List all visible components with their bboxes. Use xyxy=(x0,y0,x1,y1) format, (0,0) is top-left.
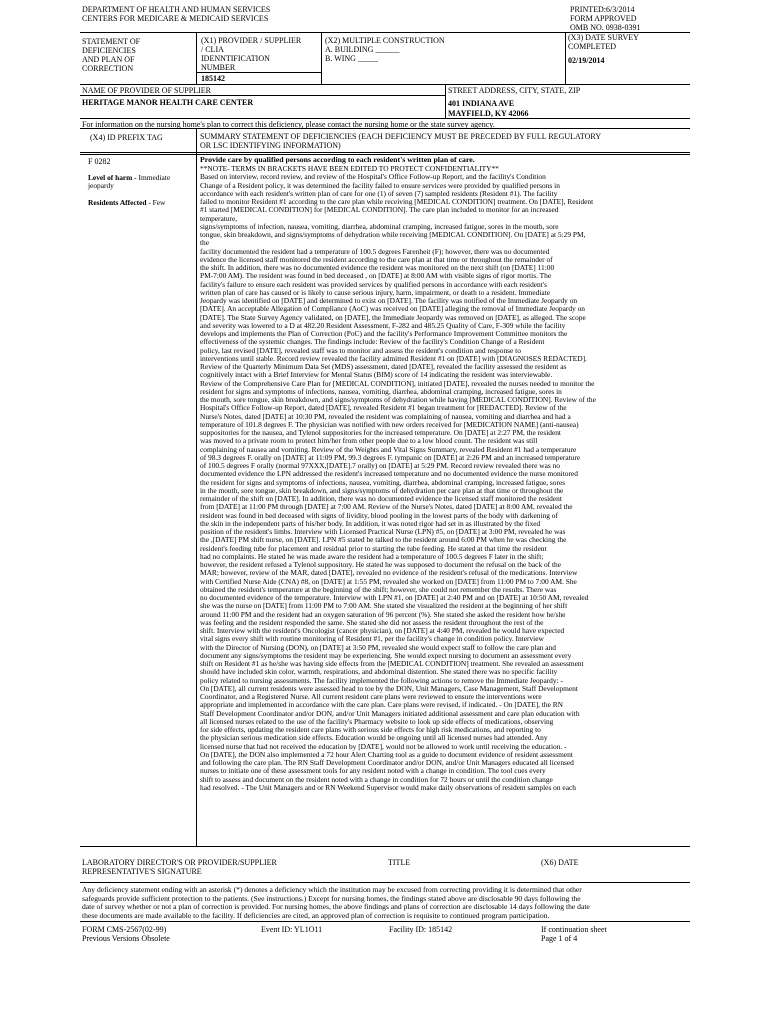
summary-line: position of the resident's limbs. Interview with Licensed Practical Nurse (LPN) #5, on [DATE] at 3:00 PM, revealed he was xyxy=(200,527,566,536)
omb-number: OMB NO. 0938-0391 xyxy=(570,23,641,32)
department-line-1: DEPARTMENT OF HEALTH AND HUMAN SERVICES xyxy=(82,5,271,14)
summary-line: and following the care plan. The RN Staff Development Coordinator and/or DON, and/or Unit Managers educated all licensed xyxy=(200,758,574,767)
summary-line: nurses to initiate one of these assessment tools for any resident noted with a change in condition. The tool cues every xyxy=(200,766,546,776)
summary-line: however, the resident refused a Tylenol suppository. He stated he was supposed to document the refusal on the back of the xyxy=(200,560,562,569)
rule xyxy=(80,95,445,96)
summary-line: in the mouth, sore tongue, skin breakdown, and signs/symptoms of dehydration per care plan at that time or throughout the xyxy=(200,485,564,495)
summary-line: On [DATE], all current residents were assessed head to toe by the DON, Unit Managers, Case Management, Staff Development xyxy=(200,683,578,693)
rule xyxy=(321,32,322,84)
summary-line: Review of the Comprehensive Care Plan for [MEDICAL CONDITION], initiated [DATE], revealed the nurses needed to monitor the xyxy=(200,378,595,388)
contact-notice: For information on the nursing home's plan to correct this deficiency, please contact the nursing home or the state survey agency. xyxy=(82,120,495,129)
summary-line: shift. Interview with the resident's Oncologist (cancer physician), on [DATE] at 4:40 PM, revealed he would have expected xyxy=(200,626,565,635)
summary-line: interventions until stable. Record review revealed the facility admitted Resident #1 on [DATE] with [DIAGNOSES REDACTED]. xyxy=(200,353,587,363)
summary-line: tongue, skin breakdown, and signs/symptoms of dehydration while receiving [MEDICAL CONDITION]. On [DATE] at 5:29 PM, xyxy=(200,230,586,239)
summary-line: documented evidence the LPN addressed the resident's increased temperature and no documented evidence the nurse monitored xyxy=(200,469,578,479)
summary-line: Hospital's Office Follow-up Report, dated [DATE], revealed Resident #1 began treatment for [REDACTED]. Review of the xyxy=(200,403,567,413)
summary-body xyxy=(200,165,688,792)
date-survey-value: 02/19/2014 xyxy=(568,56,605,65)
x4-header: (X4) ID PREFIX TAG xyxy=(90,133,163,142)
summary-line: the resident for signs and symptoms of infections, nausea, vomiting, diarrhea, abdominal cramping, increased fatigue, sores xyxy=(200,477,566,487)
director-signature-label: LABORATORY DIRECTOR'S OR PROVIDER/SUPPLIER REPRESENTATIVE'S SIGNATURE xyxy=(82,858,277,876)
summary-line: shift to assess and document on the resident noted with a change in condition for 72 hours or until the condition change xyxy=(200,774,553,784)
summary-line: remainder of the shift on [DATE]. In addition, there was no documented evidence the licensed staff monitored the resident xyxy=(200,494,562,503)
summary-line: Review of the Quarterly Minimum Data Set (MDS) assessment, dated [DATE], revealed the facility assessed the resident as xyxy=(200,362,567,371)
title-label: TITLE xyxy=(388,858,411,867)
summary-line: vital signs every shift with routine monitoring of Resident #1, per the facility's change in condition policy. Interview xyxy=(200,634,544,644)
summary-line: policy, last revised [DATE], revealed staff was to monitor and assess the resident's condition and response to xyxy=(200,345,521,355)
summary-line: all licensed nurses related to the use of the facility's Pharmacy website to look up side effects of medications, observing xyxy=(200,716,554,726)
summary-line: Coordinator, and a Registered Nurse. All current resident care plans were reviewed to ensure the interventions were xyxy=(200,692,542,701)
prefix-tag: F 0282 xyxy=(88,157,111,166)
summary-line: was feeling and the resident responded the same. She stated she did not assess the resident throughout the rest of the xyxy=(200,617,544,627)
rule xyxy=(80,921,690,922)
summary-line: no documented evidence of the temperature. Interview with LPN #1, on [DATE] at 2:40 PM and on [DATE] at 10:50 AM, revealed xyxy=(200,593,589,602)
multiple-construction: (X2) MULTIPLE CONSTRUCTION A. BUILDING ______ B. WING _____ xyxy=(325,36,445,63)
summary-line: resident's feeding tube for placement and residual prior to starting the tube feeding. He stated at that time the resident xyxy=(200,543,547,553)
summary-line: develops and implements the Plan of Correction (PoC) and the facility's Performance Improvement Committee monitors the xyxy=(200,329,568,338)
summary-line: [DATE]. An acceptable Allegation of Compliance (AoC) was received on [DATE] alleging the removal of Immediate Jeopardy on xyxy=(200,304,586,314)
summary-line: and severity was lowered to a D at 482.20 Resident Assessment, F-282 and 485.25 Quality of Care, F-309 while the facility xyxy=(200,320,566,330)
summary-line: the ,[DATE] PM shift nurse, on [DATE]. LPN #5 stated he talked to the resident around 6:00 PM when he was checking the xyxy=(200,535,567,545)
summary-line: was moved to a private room to protect him/her from other people due to a low blood count. The resident was still xyxy=(200,436,538,446)
residents-affected: Residents Affected - Few xyxy=(88,198,166,207)
rule xyxy=(196,32,197,84)
summary-line: the physician serious medication side effects. Education would be ongoing until all licensed nurses had attended. Any xyxy=(200,733,548,743)
date-survey-label: (X3) DATE SURVEY COMPLETED xyxy=(568,33,639,51)
summary-line: temperature, xyxy=(200,213,238,223)
summary-line: #1 started [MEDICAL CONDITION] for [MEDICAL CONDITION]. The care plan included to monitor for an increased xyxy=(200,205,559,215)
summary-line: [DATE]. The State Survey Agency validated, on [DATE], the Immediate Jeopardy was removed on [DATE], as alleged. The scope xyxy=(200,312,586,322)
summary-line: of 98.3 degrees F. orally on [DATE] at 11:09 PM, 99.3 degrees F. tympanic on [DATE] at 2:26 PM and an increased temperature xyxy=(200,452,581,462)
summary-line: failed to monitor Resident #1 according to the care plan while receiving [MEDICAL CONDITION] treatment. On [DATE], Resident xyxy=(200,197,594,206)
summary-line: cognitively intact with a Brief Interview for Mental Status (BIM) score of 14 indicating the resident was interviewable. xyxy=(200,370,553,380)
rule xyxy=(196,128,197,846)
summary-line: effectiveness of the systemic changes. The findings include: Review of the facility's Condition Change of a Resident xyxy=(200,337,545,347)
rule xyxy=(445,84,446,118)
department-line-2: CENTERS FOR MEDICARE & MEDICAID SERVICES xyxy=(82,14,269,23)
rule xyxy=(196,72,321,73)
summary-line: Nurse's Notes, dated [DATE] at 10:30 PM, revealed the resident was complaining of nausea, vomiting and diarrhea and had a xyxy=(200,411,571,421)
summary-line: obtained the resident's temperature at the beginning of the shift; however, she could not remember the results. There was xyxy=(200,584,557,594)
address-label: STREET ADDRESS, CITY, STATE, ZIP xyxy=(448,86,581,95)
summary-line: had no complaints. He stated he was made aware the resident had a temperature of 100.5 degrees F later in the shift; xyxy=(200,551,544,561)
statement-label: STATEMENT OF DEFICIENCIES AND PLAN OF CORRECTION xyxy=(82,37,141,73)
summary-line: PM-7:00 AM). The resident was found in bed deceased , on [DATE] at 8:00 AM with visible signs of rigor mortis. The xyxy=(200,271,552,281)
summary-line: signs/symptoms of infection, nausea, vomiting, diarrhea, abdominal cramping, increased fatigue, sores in the mouth, sore xyxy=(200,221,559,231)
summary-line: licensed nurse that had not received the education by [DATE], would not be allowed to work until receiving the education. - xyxy=(200,741,567,751)
disclaimer: Any deficiency statement ending with an asterisk (*) denotes a deficiency which the institution may be excused from correcting providing it is determined that other safeguards provide sufficient protection to the patients. (See instructions.) Except for nursing homes, the findings stated above are disclosable 90 days following the date of survey whether or not a plan of correction is provided. For nursing homes, the above findings and plans of correction are disclosable 14 days following the date these documents are made available to the facility. If deficiencies are cited, an approved plan of correction is requisite to continued program participation. xyxy=(82,885,590,920)
rule xyxy=(80,882,690,883)
summary-line: the mouth, sore tongue, skin breakdown, and signs/symptoms of dehydration while having [MEDICAL CONDITION]. Review of the xyxy=(200,395,596,404)
summary-line: complaining of nausea and vomiting. Review of the Weights and Vital Signs Summary, revealed Resident #1 had a temperature xyxy=(200,444,577,454)
rule xyxy=(80,84,690,85)
summary-line: suppositories for the nausea, and Tylenol suppositories for the increased temperature. On [DATE] at 2:27 PM, the resident xyxy=(200,428,561,437)
summary-line: Based on interview, record review, and review of the Hospital's Office Follow-up Report, and the facility's Condition xyxy=(200,172,546,182)
summary-line: **NOTE- TERMS IN BRACKETS HAVE BEEN EDITED TO PROTECT CONFIDENTIALITY** xyxy=(200,164,499,173)
summary-line: of 100.5 degrees F orally (normal 97XXX,[DATE].7 orally) on [DATE] at 5:29 PM. Record review revealed there was no xyxy=(200,461,560,470)
summary-line: for side effects, updating the resident care plans with serious side effects for high risk medications, and reporting to xyxy=(200,725,541,734)
summary-line: accordance with each resident's written plan of care for one (1) of seven (7) sampled residents (Resident #1). The facility xyxy=(200,188,558,198)
summary-line: evidence the licensed staff monitored the resident according to the care plan at that time or throughout the remainder of xyxy=(200,254,553,264)
summary-line: around 11:00 PM and the resident had an oxygen saturation of 96 percent (%). She stated she asked the resident how he/she xyxy=(200,609,566,619)
rule xyxy=(80,152,690,153)
facility-id: Facility ID: 185142 xyxy=(389,925,453,934)
rule xyxy=(565,32,566,84)
summary-line: had resolved. - The Unit Managers and or RN Weekend Supervisor would make daily observations of resident samples on each xyxy=(200,782,576,792)
summary-line: resident for signs and symptoms of infections, nausea, vomiting, diarrhea, abdominal cramping, increased fatigue, sores in xyxy=(200,386,562,396)
address-line-1: 401 INDIANA AVE xyxy=(448,99,515,108)
summary-line: Jeopardy was identified on [DATE] and determined to exist on [DATE]. The facility was notified of the Immediate Jeopardy on xyxy=(200,296,578,305)
summary-line: MAR; however, review of the MAR, dated [DATE], revealed no evidence of the resident's refusal of the medications. Interview xyxy=(200,568,578,578)
summary-heading: Provide care by qualified persons according to each resident's written plan of care. xyxy=(200,155,475,164)
summary-header: SUMMARY STATEMENT OF DEFICIENCIES (EACH DEFICIENCY MUST BE PRECEDED BY FULL REGULATORY OR LSC IDENTIFYING INFORMATION) xyxy=(200,132,602,150)
level-of-harm: Level of harm - Immediate jeopardy xyxy=(88,173,171,191)
address-line-2: MAYFIELD, KY 42066 xyxy=(448,109,529,118)
summary-line: Staff Development Coordinator and/or DON, and/or Unit Managers initiated additional assessment and care plan education with xyxy=(200,708,580,718)
summary-line: from [DATE] at 11:00 PM through [DATE] at 7:00 AM. Review of the Nurse's Notes, dated [DATE] at 8:00 AM, revealed the xyxy=(200,502,573,512)
provider-name-label: NAME OF PROVIDER OF SUPPLIER xyxy=(82,86,211,95)
summary-line: resident was found in bed deceased with signs of lividity, blood pooling in the lowest parts of the body with darkening of xyxy=(200,510,558,520)
summary-line: appropriate and implemented in accordance with the care plan. Care plans were revised, if indicated. - On [DATE], the RN xyxy=(200,700,564,710)
summary-line: Change of a Resident policy, it was determined the facility failed to ensure services were provided by qualified persons in xyxy=(200,180,560,190)
summary-line: the xyxy=(200,238,210,248)
summary-line: temperature of 101.8 degrees F. The physician was notified with new orders received for [MEDICATION NAME] (anti-nausea) xyxy=(200,419,579,429)
provider-id-label: (X1) PROVIDER / SUPPLIER / CLIA IDENNTIFICATION NUMBER xyxy=(201,36,302,72)
continuation-sheet: If continuation sheet Page 1 of 4 xyxy=(541,925,607,943)
date-label: (X6) DATE xyxy=(541,858,579,867)
printed-date: PRINTED:6/3/2014 xyxy=(570,5,635,14)
summary-line: written plan of care has caused or is likely to cause serious injury, harm, impairment, or death to a resident. Immediate xyxy=(200,287,551,297)
summary-line: facility's failure to ensure each resident was provided services by qualified persons in accordance with each resident's xyxy=(200,279,548,289)
provider-id-value: 185142 xyxy=(201,74,225,83)
summary-line: shift on Resident #1 as he/she was having side effects from the [MEDICAL CONDITION] treatment. She revealed an assessment xyxy=(200,659,584,668)
summary-line: document any signs/symptoms the resident may be experiencing. She would expect nursing to document an assessment every xyxy=(200,650,572,660)
summary-line: the skin in the independent parts of his/her body. In addition, it was noted rigor had set in as illustrated by the fixed xyxy=(200,518,541,528)
summary-line: policy related to nursing assessments. The facility implemented the following actions to remove the Immediate Jeopardy: - xyxy=(200,675,563,685)
summary-line: On [DATE], the DON also implemented a 72 hour Alert Charting tool as a guide to document evidence of resident assessment xyxy=(200,749,573,759)
summary-line: the shift. In addition, there was no documented evidence the resident was monitored on the next shift (on [DATE] 11:00 xyxy=(200,263,555,272)
form-number: FORM CMS-2567(02-99) Previous Versions Obsolete xyxy=(82,925,170,943)
rule xyxy=(80,846,690,847)
event-id: Event ID: YL1O11 xyxy=(261,925,323,934)
summary-line: she was the nurse on [DATE] from 11:00 PM to 7:00 AM. She stated she visualized the resident at the beginning of her shift xyxy=(200,601,568,611)
summary-line: should have included skin color, warmth, respirations, and abdominal distention. She stated there was no specific facility xyxy=(200,667,558,677)
provider-name: HERITAGE MANOR HEALTH CARE CENTER xyxy=(82,98,254,107)
summary-line: with Certified Nurse Aide (CNA) #8, on [DATE] at 1:55 PM, revealed she worked on [DATE] from 11:00 PM to 7:00 AM. She xyxy=(200,576,577,586)
rule xyxy=(80,118,690,119)
summary-line: facility documented the resident had a temperature of 100.5 degrees Farenheit (F); however, there was no documented xyxy=(200,246,550,256)
summary-line: with the Director of Nursing (DON), on [DATE] at 3:50 PM, revealed she would expect staff to follow the care plan and xyxy=(200,642,556,652)
form-approved: FORM APPROVED xyxy=(570,14,637,23)
